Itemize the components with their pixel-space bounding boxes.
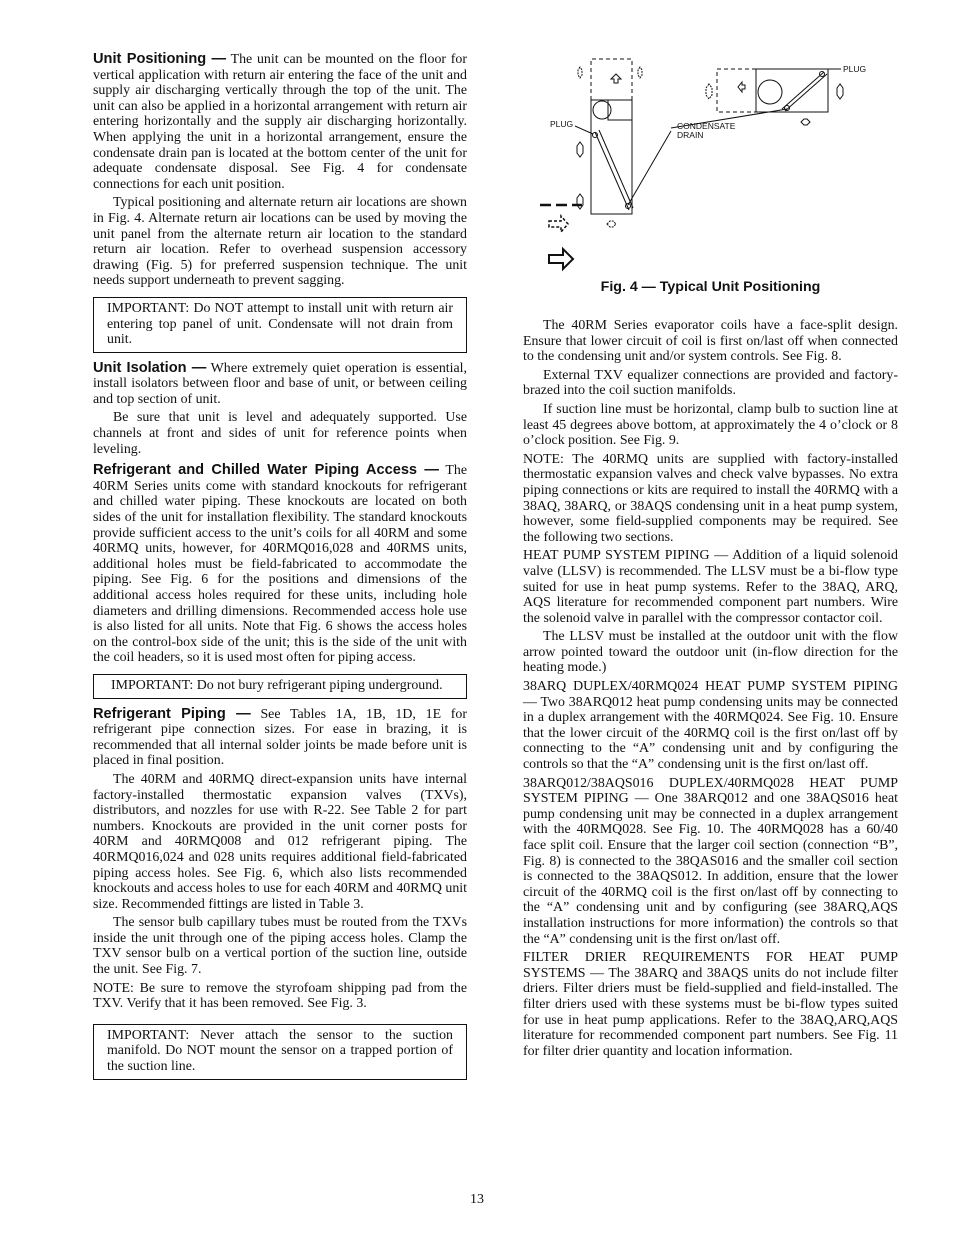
horizontal-supply-arrow-icon	[738, 82, 745, 92]
horizontal-unit-coil	[782, 72, 824, 109]
horizontal-right-arrow-icon	[837, 84, 843, 99]
important-box-return-air	[93, 297, 467, 353]
plug-left-leader	[575, 126, 593, 134]
legend-alt-airflow-arrow-icon	[549, 216, 568, 232]
vertical-unit-coil-inner	[599, 130, 633, 208]
page-number: 13	[470, 1192, 484, 1207]
unit-isolation-heading: Unit Isolation —	[93, 359, 207, 376]
vertical-unit-coil	[595, 132, 629, 210]
unit-positioning-paragraph	[93, 52, 467, 192]
important-sensor-text: IMPORTANT: Never attach the sensor to the suction manifold. Do NOT mount the sensor on a trapped portion of the suction line.	[107, 1027, 453, 1075]
txv-paragraph: The 40RM and 40RMQ direct-expansion units have internal factory-installed thermostatic expansion valves (TXVs), distributors, and nozzles for use with R-22. See Table 2 for part numbers. Knockouts are provided in the unit corner posts for 40RM and 40RMQ008 and 012 refrigerant piping. The 40RMQ016,024 and 028 units requires additional field-fabricated piping access holes. See Fig. 6, which also lists recommended knockouts and access holes to use for each 40RM and 40RMQ unit size. Recommended fittings are listed in Table 3.	[93, 771, 467, 912]
suction-line-paragraph: If suction line must be horizontal, clamp bulb to suction line at least 45 degrees above bottom, at approximately the 4 o’clock or 8 o’clock position. See Fig. 9.	[523, 401, 898, 449]
horizontal-unit-blower-icon	[758, 80, 782, 104]
plug-right-label: PLUG	[843, 64, 867, 74]
horizontal-unit-alt-return	[717, 69, 756, 112]
unit-isolation-paragraph	[93, 361, 467, 408]
piping-access-paragraph	[93, 463, 467, 666]
filter-drier-paragraph: FILTER DRIER REQUIREMENTS FOR HEAT PUMP SYSTEMS — The 38ARQ and 38AQS units do not include filter driers. Filter driers must be field-supplied and field-installed. The filter driers used with these systems must be bi-flow types suited for use in heat pump applications. Refer to the 38AQ,ARQ,AQS literature for recommended component part numbers. See Fig. 11 for filter drier quantity and location information.	[523, 950, 898, 1059]
important-bury-text: IMPORTANT: Do not bury refrigerant piping underground.	[111, 677, 443, 693]
figure-4	[523, 52, 898, 322]
right-text-block	[523, 318, 898, 1059]
equalizer-paragraph: External TXV equalizer connections are provided and factory-brazed into the coil suction manifolds.	[523, 367, 898, 399]
vertical-left-alt-arrow-icon	[578, 67, 582, 78]
important-return-air-text: IMPORTANT: Do NOT attempt to install unit with return air entering top panel of unit. Condensate will not drain from unit.	[107, 300, 453, 348]
unit-positioning-heading: Unit Positioning —	[93, 51, 227, 67]
unit-positioning-text: The unit can be mounted on the floor for vertical application with return air entering the face of the unit and supply air discharging vertically through the top of the unit. The unit can also be applied in a horizontal arrangement with return air entering horizontally and the supply air discharging horizontally. When applying the unit in a horizontal arrangement, ensure the condensate drain pan is located at the bottom center of the unit for adequate condensate disposal. See Fig. 4 for condensate connections for each unit position.	[93, 52, 467, 192]
horizontal-unit-outline	[756, 69, 828, 112]
duplex-024-paragraph: 38ARQ DUPLEX/40RMQ024 HEAT PUMP SYSTEM PIPING — Two 38ARQ012 heat pump condensing units may be connected in a duplex arrangement with the 40RMQ024. See Fig. 10. Ensure that the lower circuit of the 40RMQ coil is the first on/last off by connecting to the “A” condensing unit and by configuring the controls so that the “A” condensing unit is the first on/last off.	[523, 679, 898, 773]
face-split-paragraph: The 40RM Series evaporator coils have a face-split design. Ensure that lower circuit of coil is first on/last off when connected to the condensing unit and/or system controls. See Fig. 8.	[523, 318, 898, 365]
plug-left-label: PLUG	[550, 119, 574, 129]
horizontal-unit-coil-inner	[785, 74, 827, 111]
refrigerant-piping-heading: Refrigerant Piping —	[93, 705, 251, 722]
condensate-label: CONDENSATE	[677, 121, 736, 131]
drain-label: DRAIN	[677, 130, 704, 140]
figure-caption: Fig. 4 — Typical Unit Positioning	[600, 279, 821, 295]
heat-pump-piping-paragraph: HEAT PUMP SYSTEM PIPING — Addition of a liquid solenoid valve (LLSV) is recommended. The LLSV must be a bi-flow type suited for use in heat pump systems. Refer to the 38AQ, ARQ, AQS literature for recommended component part numbers. Wire the solenoid valve in parallel with the compressor contactor coil.	[523, 548, 898, 626]
legend-airflow-arrow-icon	[549, 249, 573, 269]
vertical-top-arrow-icon	[611, 74, 621, 83]
refrigerant-piping-text: See Tables 1A, 1B, 1D, 1E for refrigerant pipe connection sizes. For ease in brazing, it is recommended that all internal solder joints be made before unit is placed in final position.	[93, 706, 468, 769]
condensate-leader-vertical	[628, 131, 671, 205]
piping-access-heading: Refrigerant and Chilled Water Piping Access —	[93, 462, 439, 479]
horizontal-bottom-arrow-icon	[801, 119, 810, 125]
llsv-paragraph: The LLSV must be installed at the outdoor unit with the flow arrow pointed toward the outdoor unit (in-flow direction for the heating mode.)	[523, 629, 898, 676]
important-box-bury	[93, 674, 467, 699]
horizontal-left-alt-arrow-icon	[706, 84, 712, 99]
right-column	[523, 52, 898, 1062]
unit-isolation-text: Where extremely quiet operation is essential, install isolators between floor and base of unit, or between ceiling and top section of unit.	[93, 360, 467, 407]
styrofoam-note: NOTE: Be sure to remove the styrofoam shipping pad from the TXV. Verify that it has been removed. See Fig. 3.	[93, 980, 467, 1012]
vertical-return-arrow-icon	[577, 194, 583, 209]
important-box-sensor	[93, 1024, 467, 1080]
sensor-bulb-paragraph: The sensor bulb capillary tubes must be routed from the TXVs inside the unit through one of the piping access holes. Clamp the TXV sensor bulb on a vertical portion of the suction line, outside the unit. See Fig. 7.	[93, 915, 467, 978]
vertical-right-alt-arrow-icon	[638, 67, 642, 78]
rmq-note-paragraph: NOTE: The 40RMQ units are supplied with factory-installed thermostatic expansion valves and check valve bypasses. No extra piping connections or kits are required to install the 40RMQ with a 38AQ, 38ARQ, or 38AQS condensing unit in a heat pump system, however, some field-supplied components may be required. See the following two sections.	[523, 451, 898, 545]
vertical-bottom-alt-arrow-icon	[607, 221, 616, 227]
left-column	[93, 52, 467, 1088]
leveling-paragraph: Be sure that unit is level and adequately supported. Use channels at front and sides of unit for reference points when leveling.	[93, 410, 467, 457]
piping-access-text: The 40RM Series units come with standard knockouts for refrigerant and chilled water piping. These knockouts are located on both sides of the unit for installation flexibility. The standard knockouts provide sufficient access to the unit’s coils for all 40RM and some 40RMQ units, however, for 40RMQ016,028 and 40RMS units, additional holes must be field-fabricated to accommodate the piping. See Fig. 6 for the positions and dimensions of the additional access holes required for these units, including hole diameters and drilling dimensions. Recommended access hole use is also listed for all units. Note that Fig. 6 shows the access holes on the control-box side of the unit; this is the side of the unit with the coil headers, so it is used most often for piping access.	[93, 463, 467, 666]
vertical-left-arrow-icon	[577, 142, 583, 157]
refrigerant-piping-paragraph	[93, 707, 467, 769]
duplex-028-paragraph: 38ARQ012/38AQS016 DUPLEX/40RMQ028 HEAT PUMP SYSTEM PIPING — One 38ARQ012 and one 38AQS016 heat pump condensing unit may be connected in a duplex arrangement with the 40RMQ028. See Fig. 10. The 40RMQ028 has a 60/40 face split coil. Ensure that the larger coil section (connection “B”, Fig. 8) is connected to the 38QAS016 and the smaller coil section is connected to the 38AQS012. In addition, ensure that the lower circuit of the 40RMQ coil is the first on/last off by connecting to the “A” condensing unit and by configuring (see 38ARQ,AQS installation instructions for more information) the controls so that the “A” condensing unit is the first on/last off.	[523, 775, 898, 947]
alternate-return-air-paragraph: Typical positioning and alternate return air locations are shown in Fig. 4. Alternate return air locations can be used by moving the unit panel from the alternate return air location to the standard return air location. Refer to overhead suspension accessory drawing (Fig. 5) for preferred suspension technique. The unit needs support underneath to prevent sagging.	[93, 195, 467, 289]
